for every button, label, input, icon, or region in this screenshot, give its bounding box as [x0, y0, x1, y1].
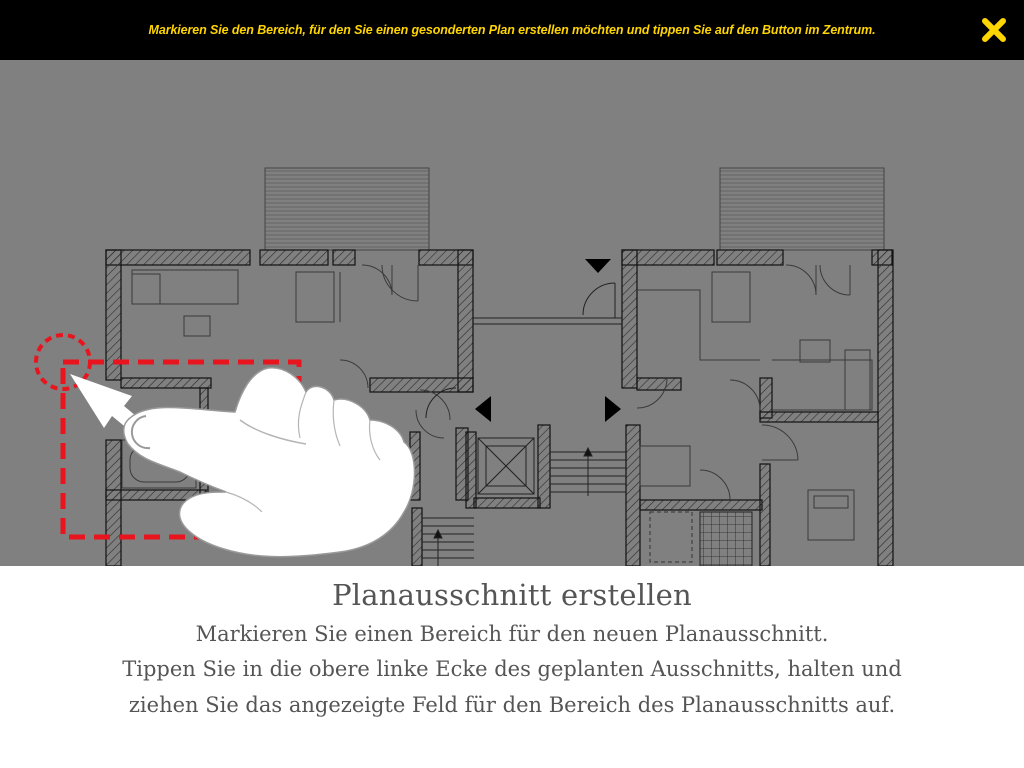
panel-line-2: Tippen Sie in die obere linke Ecke des geplanten Ausschnitts, halten und [122, 657, 902, 681]
close-x-icon [974, 10, 1014, 50]
right-apartment-walls [622, 250, 893, 566]
panel-line-3: ziehen Sie das angezeigte Feld für den Bereich des Planausschnitts auf. [128, 693, 896, 717]
stair-core [422, 283, 626, 566]
tiled-bathroom [650, 512, 752, 566]
right-apartment-furniture [637, 265, 872, 540]
balcony-left [265, 168, 429, 250]
navigation-arrows [475, 259, 621, 422]
instruction-text: Markieren Sie den Bereich, für den Sie einen gesonderten Plan erstellen möchten und tippen Sie auf den Button im Zentrum. [148, 23, 876, 37]
panel-title: Planausschnitt erstellen [332, 578, 692, 612]
floor-plan-drawing [0, 60, 1024, 566]
panel-line-1: Markieren Sie einen Bereich für den neuen Planausschnitt. [195, 622, 829, 646]
instruction-panel [0, 566, 1024, 768]
floor-plan-canvas[interactable] [0, 60, 1024, 566]
close-button[interactable] [974, 10, 1014, 50]
hand-gesture-icon [124, 368, 415, 557]
stair-core-walls [412, 425, 550, 566]
instruction-bar [0, 0, 1024, 60]
balcony-right [720, 168, 884, 250]
